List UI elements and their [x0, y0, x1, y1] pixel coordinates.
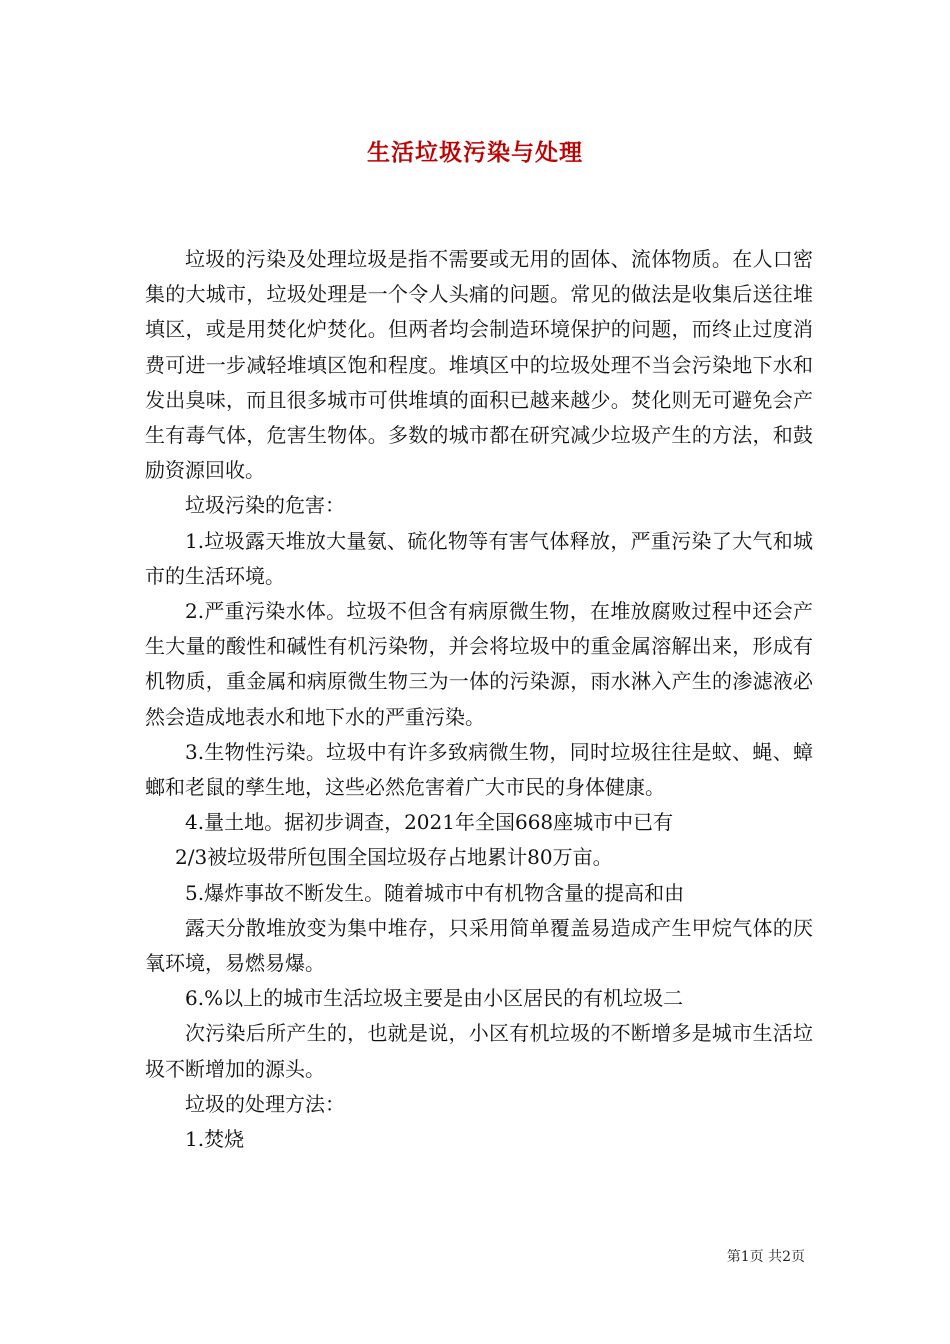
- paragraph-hazard-1: 1.垃圾露天堆放大量氨、硫化物等有害气体释放，严重污染了大气和城市的生活环境。: [145, 528, 813, 588]
- paragraph-intro: 垃圾的污染及处理垃圾是指不需要或无用的固体、流体物质。在人口密集的大城市，垃圾处理是一个令人头痛的问题。常见的做法是收集后送往堆填区，或是用焚化炉焚化。但两者均会制造环境保护的问题，而终止过度消费可进一步减轻堆填区饱和程度。堆填区中的垃圾处理不当会污染地下水和发出臭味，而且很多城市可供堆填的面积已越来越少。焚化则无可避免会产生有毒气体，危害生物体。多数的城市都在研究减少垃圾产生的方法，和鼓励资源回收。: [145, 247, 813, 483]
- paragraph-hazard-6: 6.%以上的城市生活垃圾主要是由小区居民的有机垃圾二: [185, 986, 684, 1011]
- document-title: 生活垃圾污染与处理: [367, 139, 583, 166]
- paragraph-hazard-5-cont: 露天分散堆放变为集中堆存，只采用简单覆盖易造成产生甲烷气体的厌氧环境，易燃易爆。: [145, 915, 813, 976]
- paragraph-hazard-5: 5.爆炸事故不断发生。随着城市中有机物含量的提高和由: [185, 880, 685, 905]
- paragraph-hazard-6-cont: 次污染后所产生的，也就是说，小区有机垃圾的不断增多是城市生活垃圾不断增加的源头。: [145, 1021, 813, 1081]
- paragraph-hazard-2: 2.严重污染水体。垃圾不但含有病原微生物，在堆放腐败过程中还会产生大量的酸性和碱性有机污染物，并会将垃圾中的重金属溶解出来，形成有机物质，重金属和病原微生物三为一体的污染源，雨水淋入产生的渗滤液必然会造成地表水和地下水的严重污染。: [145, 599, 813, 729]
- paragraph-hazard-4: 4.量土地。据初步调查，2021年全国668座城市中已有: [185, 810, 674, 835]
- paragraph-hazard-4-cont: 2/3被垃圾带所包围全国垃圾存占地累计80万亩。: [175, 845, 613, 870]
- document-body: [145, 242, 813, 1157]
- paragraph-method-1: 1.焚烧: [185, 1127, 245, 1152]
- page-number-footer: 第1页 共2页: [726, 1249, 805, 1265]
- paragraph-hazard-3: 3.生物性污染。垃圾中有许多致病微生物，同时垃圾往往是蚊、蝇、蟑螂和老鼠的孳生地，这些必然危害着广大市民的身体健康。: [145, 739, 813, 800]
- paragraph-hazards-heading: 垃圾污染的危害：: [185, 493, 345, 518]
- paragraph-methods-heading: 垃圾的处理方法：: [185, 1091, 345, 1116]
